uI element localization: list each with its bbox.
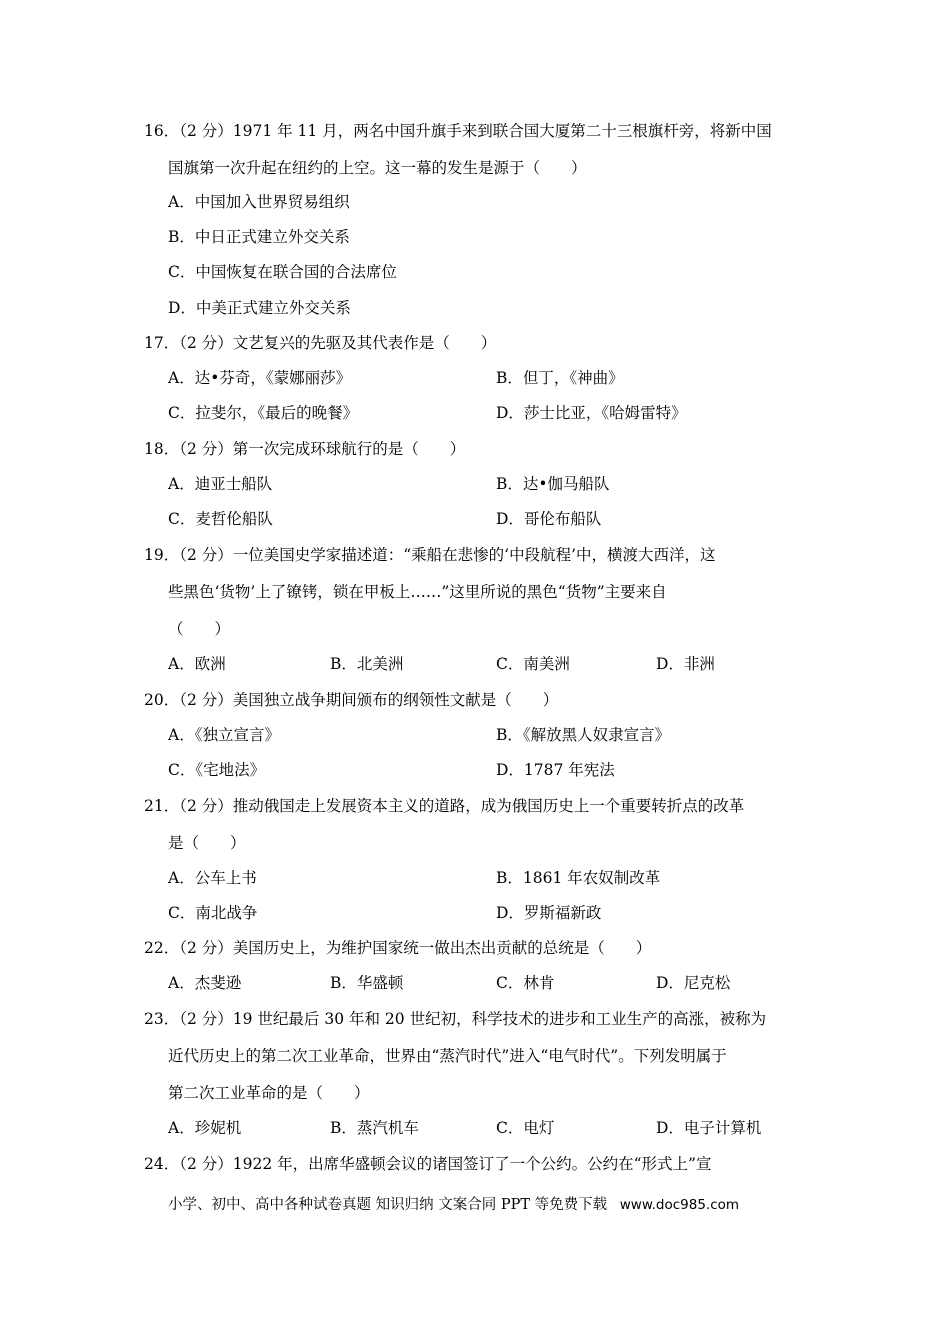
- question-16-option-a: A．中国加入世界贸易组织: [168, 193, 350, 211]
- question-16-option-b: B．中日正式建立外交关系: [168, 228, 350, 246]
- question-23-stem: 23．（2 分）19 世纪最后 30 年和 20 世纪初，科学技术的进步和工业生产的高涨，被称为: [144, 1010, 767, 1028]
- question-23-stem: 近代历史上的第二次工业革命，世界由“蒸汽时代”进入“电气时代”。下列发明属于: [168, 1047, 727, 1065]
- question-17-option-b: B．但丁，《神曲》: [496, 369, 624, 387]
- question-23-option-a: A．珍妮机: [168, 1119, 242, 1137]
- footer-text: 小学、初中、高中各种试卷真题 知识归纳 文案合同 PPT 等免费下载: [168, 1197, 608, 1213]
- question-22-option-a: A．杰斐逊: [168, 974, 242, 992]
- question-21-option-a: A．公车上书: [168, 869, 257, 887]
- question-21-option-d: D．罗斯福新政: [496, 904, 602, 922]
- question-16-option-c: C．中国恢复在联合国的合法席位: [168, 263, 397, 281]
- question-17-option-d: D．莎士比亚，《哈姆雷特》: [496, 404, 687, 422]
- question-23-option-c: C．电灯: [496, 1119, 555, 1137]
- question-19-option-c: C．南美洲: [496, 655, 570, 673]
- question-24-stem: 24．（2 分）1922 年，出席华盛顿会议的诸国签订了一个公约。公约在“形式上”宣: [144, 1155, 712, 1173]
- question-21-stem: 21．（2 分）推动俄国走上发展资本主义的道路，成为俄国历史上一个重要转折点的改革: [144, 797, 745, 815]
- question-23-option-d: D．电子计算机: [656, 1119, 762, 1137]
- question-20-option-a: A．《独立宣言》: [168, 726, 280, 744]
- question-17-option-c: C．拉斐尔，《最后的晚餐》: [168, 404, 359, 422]
- question-23-option-b: B．蒸汽机车: [330, 1119, 419, 1137]
- question-22-stem: 22．（2 分）美国历史上，为维护国家统一做出杰出贡献的总统是（ ）: [144, 939, 652, 957]
- question-20-option-d: D．1787 年宪法: [496, 761, 615, 779]
- question-17-stem: 17．（2 分）文艺复兴的先驱及其代表作是（ ）: [144, 334, 497, 352]
- question-22-option-d: D．尼克松: [656, 974, 731, 992]
- question-16-stem: 16．（2 分）1971 年 11 月，两名中国升旗手来到联合国大厦第二十三根旗杆旁，将新中国: [144, 122, 772, 140]
- page-footer: [168, 1193, 739, 1214]
- question-21-option-b: B．1861 年农奴制改革: [496, 869, 661, 887]
- footer-link[interactable]: www.doc985.com: [619, 1197, 740, 1213]
- question-21-option-c: C．南北战争: [168, 904, 258, 922]
- question-20-option-c: C．《宅地法》: [168, 761, 266, 779]
- question-19-option-a: A．欧洲: [168, 655, 226, 673]
- question-21-stem: 是（ ）: [168, 834, 246, 852]
- question-19-option-d: D．非洲: [656, 655, 715, 673]
- question-19-stem: 19．（2 分）一位美国史学家描述道：“乘船在悲惨的‘中段航程’中，横渡大西洋，这: [144, 546, 716, 564]
- question-22-option-b: B．华盛顿: [330, 974, 404, 992]
- question-20-stem: 20．（2 分）美国独立战争期间颁布的纲领性文献是（ ）: [144, 691, 559, 709]
- question-19-stem: 些黑色‘货物’上了镣铐，锁在甲板上……”这里所说的黑色“货物”主要来自: [168, 583, 667, 601]
- question-18-option-d: D．哥伦布船队: [496, 510, 602, 528]
- question-16-option-d: D．中美正式建立外交关系: [168, 299, 351, 317]
- question-22-option-c: C．林肯: [496, 974, 555, 992]
- question-19-option-b: B．北美洲: [330, 655, 404, 673]
- question-19-stem: （ ）: [168, 620, 231, 638]
- question-20-option-b: B．《解放黑人奴隶宣言》: [496, 726, 671, 744]
- question-17-option-a: A．达•芬奇，《蒙娜丽莎》: [168, 369, 352, 387]
- question-18-option-c: C．麦哲伦船队: [168, 510, 273, 528]
- question-16-stem: 国旗第一次升起在纽约的上空。这一幕的发生是源于（ ）: [168, 159, 587, 177]
- question-18-stem: 18．（2 分）第一次完成环球航行的是（ ）: [144, 440, 466, 458]
- question-23-stem: 第二次工业革命的是（ ）: [168, 1084, 370, 1102]
- question-18-option-b: B．达•伽马船队: [496, 475, 610, 493]
- question-18-option-a: A．迪亚士船队: [168, 475, 273, 493]
